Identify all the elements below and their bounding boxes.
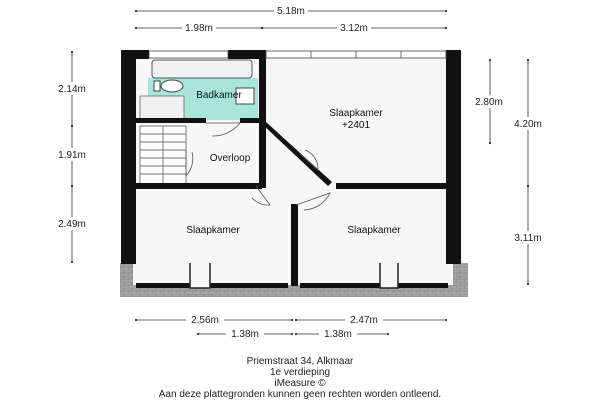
footer-brand: iMeasure © xyxy=(274,378,326,389)
dim-bottom-left-outer: 2.56m xyxy=(191,315,219,326)
dim-left-middle: 1.91m xyxy=(58,150,86,161)
bathtub xyxy=(152,60,252,78)
windows xyxy=(149,51,446,58)
footer-address: Priemstraat 34, Alkmaar xyxy=(246,356,354,367)
footer-disclaimer: Aan deze plattegronden kunnen geen rechten worden ontleend. xyxy=(158,389,442,400)
dim-right-outer-upper: 4.20m xyxy=(514,119,542,130)
dim-top-left: 1.98m xyxy=(185,23,213,34)
footer-floor: 1e verdieping xyxy=(269,367,331,378)
room-label-badkamer: Badkamer xyxy=(196,90,242,101)
toilet-tank xyxy=(154,81,160,91)
room-label-overloop: Overloop xyxy=(209,153,251,164)
dim-bottom-right-inner: 1.38m xyxy=(324,329,352,340)
staircase xyxy=(140,126,186,184)
dim-left-upper: 2.14m xyxy=(58,84,86,95)
dim-top-total: 5.18m xyxy=(277,6,305,17)
dim-bottom-left-inner: 1.38m xyxy=(231,329,259,340)
dim-right-outer-lower: 3.11m xyxy=(514,233,542,244)
room-label-slaapkamer-left: Slaapkamer xyxy=(186,225,240,236)
dim-bottom-right-outer: 2.47m xyxy=(350,315,378,326)
room-label-slaapkamer-right: Slaapkamer xyxy=(347,225,401,236)
dim-left-lower: 2.49m xyxy=(58,219,86,230)
dim-top-right: 3.12m xyxy=(340,23,368,34)
room-label-slaapkamer-main: Slaapkamer xyxy=(329,108,383,119)
room-label-slaapkamer-main-code: +2401 xyxy=(341,120,371,131)
dim-right-inner: 2.80m xyxy=(475,97,503,108)
toilet xyxy=(161,80,183,92)
